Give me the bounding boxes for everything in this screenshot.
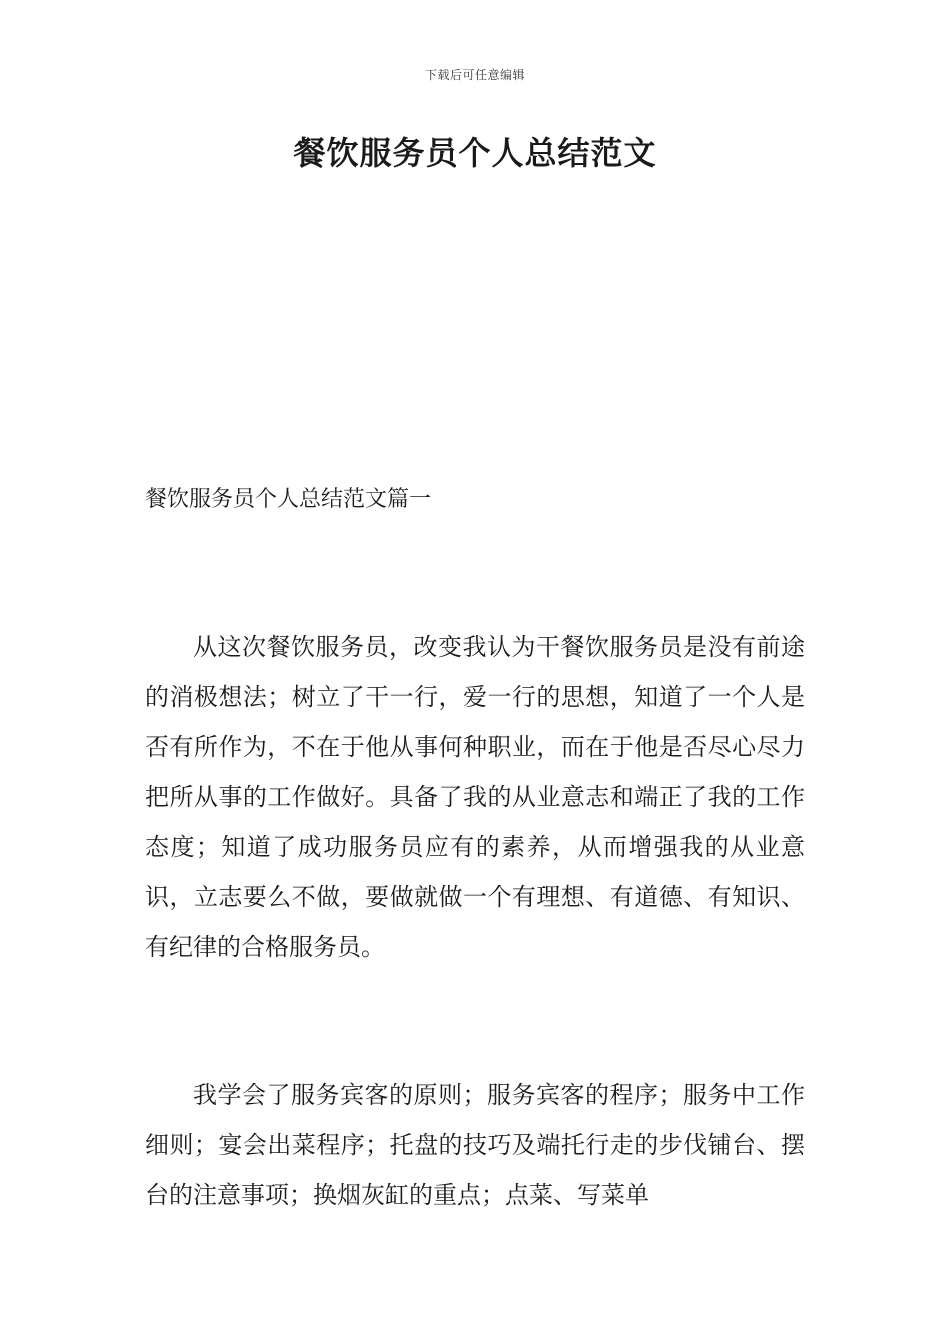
section-heading: 餐饮服务员个人总结范文篇一	[145, 487, 432, 512]
document-title: 餐饮服务员个人总结范文	[293, 134, 657, 172]
header-note: 下载后可任意编辑	[424, 68, 525, 82]
paragraph-2: 我学会了服务宾客的原则；服务宾客的程序；服务中工作细则；宴会出菜程序；托盘的技巧及端托行走的步伐铺台、摆台的注意事项；换烟灰缸的重点；点菜、写菜单	[145, 1081, 805, 1209]
paragraph-1: 从这次餐饮服务员，改变我认为干餐饮服务员是没有前途的消极想法；树立了干一行，爱一行的思想，知道了一个人是否有所作为，不在于他从事何种职业，而在于他是否尽心尽力把所从事的工作做好。具备了我的从业意志和端正了我的工作态度；知道了成功服务员应有的素养，从而增强我的从业意识，立志要么不做，要做就做一个有理想、有道德、有知识、有纪律的合格服务员。	[145, 633, 805, 961]
